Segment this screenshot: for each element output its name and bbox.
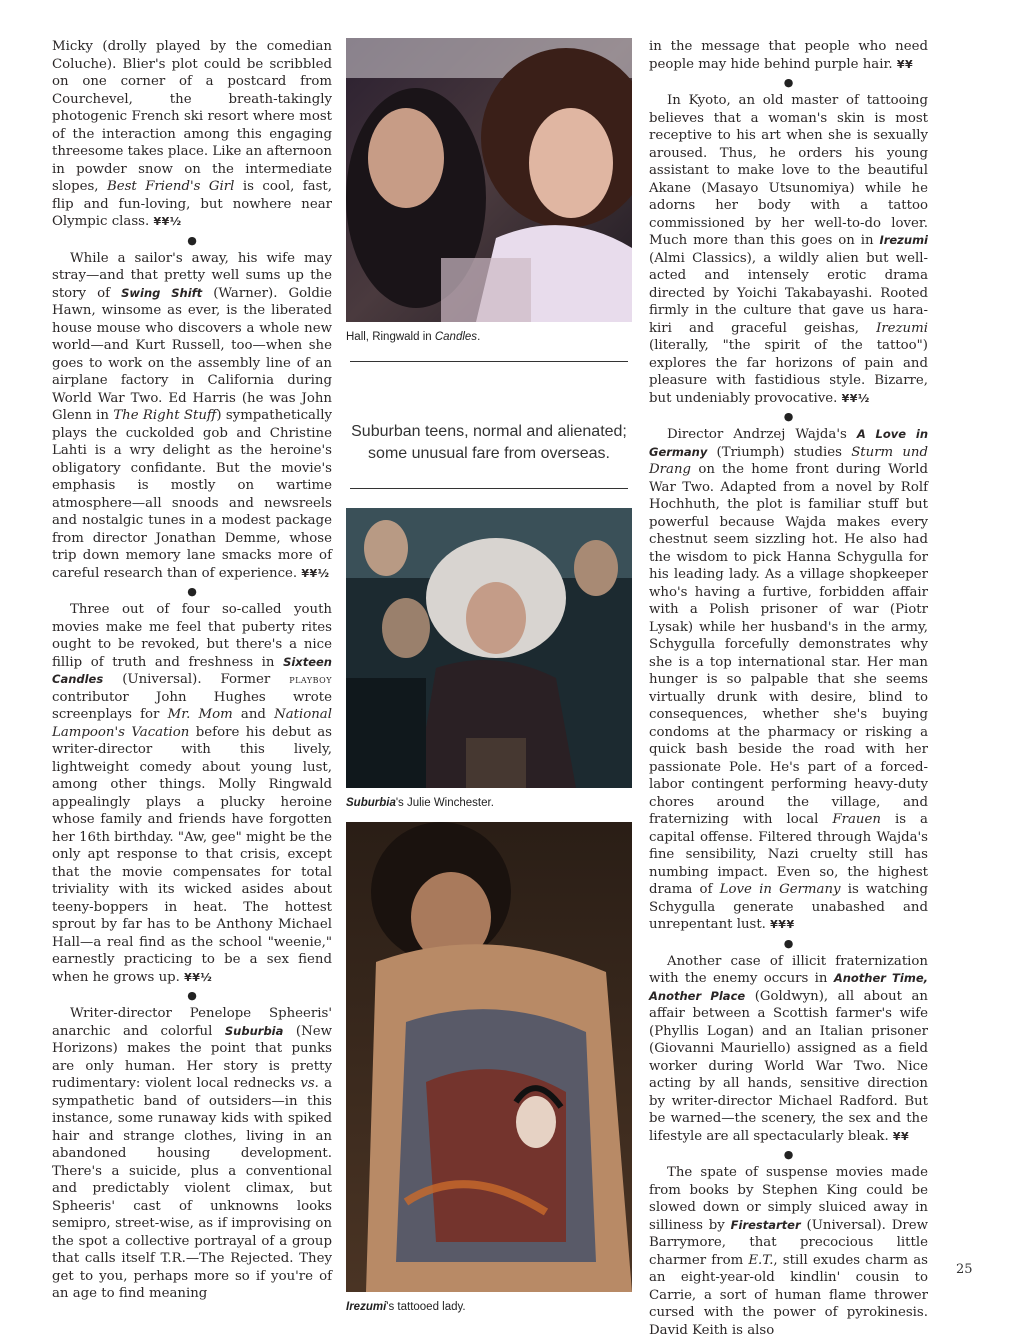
rating: ¥¥½: [841, 391, 870, 405]
divider: [350, 488, 628, 489]
page-number: 25: [956, 1262, 973, 1277]
left-column: [52, 38, 332, 1303]
photo-irezumi-image: [346, 822, 632, 1292]
review-suburbia-end: in the message that people who need people may hide behind purple hair. ¥¥: [649, 39, 928, 72]
film-title: A Love in Germany: [649, 427, 929, 459]
film-title: Sixteen Candles: [52, 654, 332, 686]
film-title: E.T.: [748, 1252, 774, 1268]
section-bullet: ●: [783, 76, 794, 89]
film-title: Swing Shift: [121, 285, 203, 300]
rating: ¥¥½: [184, 970, 213, 984]
film-title: National Lampoon's Vacation: [52, 707, 332, 740]
film-title: Mr. Mom: [167, 707, 233, 722]
section-bullet: ●: [187, 585, 197, 598]
rating: ¥¥: [896, 57, 914, 71]
photo-caption: Suburbia's Julie Winchester.: [346, 797, 494, 809]
photo-suburbia: [346, 508, 632, 788]
film-title: Suburbia: [224, 1023, 284, 1038]
rating: ¥¥¥: [770, 918, 795, 931]
film-title: Love in Germany: [719, 882, 841, 897]
photo-suburbia-image: [346, 508, 632, 788]
rating: ¥¥: [892, 1129, 910, 1143]
film-title: Best Friend's Girl: [106, 179, 235, 194]
review-best-friends-girl: Micky (drolly played by the comedian Coluche). Blier's plot could be scribbled on one corner of a postcard from Courchevel, the breath-takingly photogenic French ski resort where most of the interaction among this engaging threesome takes place. Like an afternoon in powder snow on the intermediate slopes, Best Friend's Girl is cool, fast, flip and fun-loving, but nowhere near Olympic class. ¥¥½: [52, 39, 332, 229]
review-suburbia: Writer-director Penelope Spheeris' anarchic and colorful Suburbia (New Horizons) makes the point that punks are only human. Her story is pretty rudimentary: violent local rednecks vs. a sympathetic band of outsiders—in this instance, some runaway kids with spiked hair and strange clothes, living in an abandoned housing development. There's a suicide, plus a conventional and predictably violent climax, but Spheeris' cast of unknowns looks semipro, street-wise, as if improvising on the spot a collective portrayal of a group that calls itself T.R.—The Rejected. They get to you, perhaps more so if you're of an age to find meaning: [52, 1006, 332, 1301]
film-title: Another Time, Another Place: [649, 971, 928, 1003]
photo-caption: Irezumi's tattooed lady.: [346, 1301, 466, 1313]
section-bullet: ●: [187, 233, 197, 247]
photo-caption: Hall, Ringwald in Candles.: [346, 331, 481, 343]
film-title: The Right Stuff: [113, 408, 217, 423]
rating: ¥¥½: [153, 215, 182, 228]
photo-candles-image: [346, 38, 632, 322]
pull-quote: Suburban teens, normal and alienated; some unusual fare from overseas.: [351, 423, 627, 462]
review-firestarter: The spate of suspense movies made from books by Stephen King could be slowed down or simply sluiced away in silliness by Firestarter (Universal). Drew Barrymore, that precocious little charmer from E.T., still exudes charm as an eight-year-old kindlin' cousin to Carrie, a sort of human flame thrower cursed with the power of pyrokinesis. David Keith is also: [649, 1165, 928, 1338]
photo-irezumi: [346, 822, 632, 1292]
review-irezumi: In Kyoto, an old master of tattooing believes that a woman's skin is most receptive to his art when she is sexually aroused. Thus, he orders his young assistant to make love to the beautiful Akane (Masayo Utsunomiya) while he adorns her body with a tattoo commissioned by her well-to-do lover. Much more than this goes on in Irezumi (Almi Classics), a wildly alien but well-acted and intensely erotic drama directed by Yoichi Takabayashi. Rooted firmly in the culture that gave us hara-kiri and graceful geishas, Irezumi (literally, "the spirit of the tattoo") explores the far horizons of pain and pleasure with fastidious style. Bizarre, but undeniably provocative. ¥¥½: [649, 93, 928, 406]
section-bullet: ●: [783, 410, 794, 423]
photo-candles: [346, 38, 632, 322]
magazine-name: playboy: [289, 672, 332, 686]
divider: [350, 361, 628, 362]
review-a-love-in-germany: Director Andrzej Wajda's A Love in Germany (Triumph) studies Sturm und Drang on the home front during World War Two. Adapted from a novel by Rolf Hochhuth, the plot is familiar stuff but powerful because Wajda makes every chestnut seem sizzling hot. He also had the wisdom to pick Hanna Schygulla for his leading lady. As a village shopkeeper who's having a furtive, forbidden affair with a Polish prisoner of war (Piotr Lysak) while her husband's in the army, Schygulla forcefully demonstrates why she is a top international star. Her man hunger is so palpable that she seems virtually drunk with desire, blind to consequences, whether she's buying condoms at the pharmacy or risking a quick bash beside the road with her passionate Pole. He's part of a forced-labor contingent performing heavy-duty chores around the village, and fraternizing with local Frauen is a capital offense. Filtered through Wajda's fine sensibility, Nazi cruelty still has numbing impact. Even so, the highest drama of Love in Germany is watching Schygulla generate unabashed and unrepentant lust. ¥¥¥: [649, 427, 929, 932]
film-title: Irezumi: [876, 320, 928, 336]
review-swing-shift: While a sailor's away, his wife may stray—and that pretty well sums up the story of Swing Shift (Warner). Goldie Hawn, winsome as ever, is the liberated house mouse who discovers a whole new world—and Kurt Russell, too—when she goes to work on the assembly line of an airplane factory in California during World War Two. Ed Harris (he was John Glenn in The Right Stuff) sympathetically plays the cuckolded gob and Christine Lahti is a wry delight as the heroine's obligatory confidante. But the movie's emphasis is mostly on wartime atmosphere—all snoods and newsreels and nostalgic tunes in a modest package from director Jonathan Demme, whose trip down memory lane smacks more of careful research than of experience. ¥¥½: [52, 250, 333, 581]
film-title: Irezumi: [879, 233, 928, 247]
rating: ¥¥½: [301, 566, 330, 580]
section-bullet: ●: [187, 989, 197, 1002]
section-bullet: ●: [783, 1148, 794, 1161]
section-bullet: ●: [783, 936, 794, 950]
right-column: [649, 38, 928, 1339]
review-another-time-another-place: Another case of illicit fraternization with the enemy occurs in Another Time, Another Place (Goldwyn), all about an affair between a Scottish farmer's wife (Phyllis Logan) and an Italian prisoner (Giovanni Mauriello) assigned as a field worker during World War Two. Nice acting by all hands, sensitive direction by writer-director Michael Radford. But be warned—the scenery, the sex and the lifestyle are all spectacularly bleak. ¥¥: [649, 953, 928, 1144]
film-title: Firestarter: [730, 1217, 801, 1232]
review-sixteen-candles: Three out of four so-called youth movies make me feel that puberty rites ought to be revoked, but there's a nice fillip of truth and freshness in Sixteen Candles (Universal). Former playboy contributor John Hughes wrote screenplays for Mr. Mom and National Lampoon's Vacation before his debut as writer-director with this lively, lightweight comedy about young lust, among other things. Molly Ringwald appealingly plays a plucky heroine whose family and friends have forgotten her 16th birthday. "Aw, gee" might be the only apt response to that crisis, except that the movie compensates for total triviality with its wicked asides about teeny-boppers in heat. The hottest sprout by far has to be Anthony Michael Hall—a real find as the school "weenie," earnestly practicing to be a sex fiend when he grows up. ¥¥½: [52, 602, 332, 985]
